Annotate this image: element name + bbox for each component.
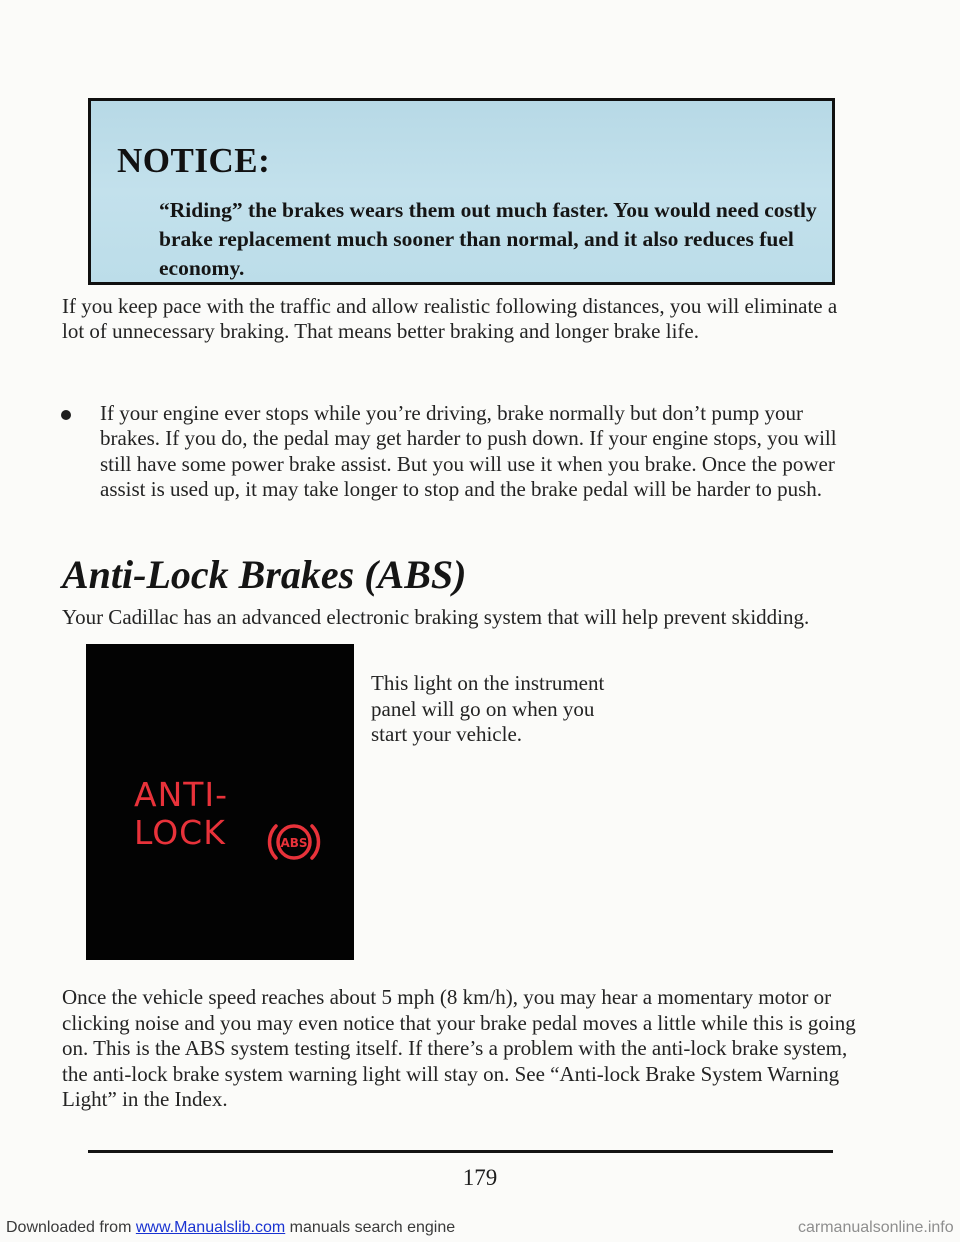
warning-light-line1: ANTI- — [134, 775, 229, 814]
warning-light-line2: LOCK — [134, 813, 226, 852]
footer-prefix: Downloaded from — [6, 1219, 136, 1236]
abs-icon-label: ABS — [280, 836, 308, 850]
paragraph-following-distance: If you keep pace with the traffic and allow realistic following distances, you will eliminate a lot of unnecessary braking. That means better braking and longer brake life. — [62, 294, 838, 343]
bullet-icon — [61, 410, 71, 420]
bullet-engine-stops: If your engine ever stops while you’re driving, brake normally but don’t pump your brakes. If you do, the pedal may get harder to push down. If your engine stops, you will still have some power brake assist. But you will use it when you brake. Once the power assist is used up, it may take longer to stop and the brake pedal will be harder to push. — [100, 401, 837, 501]
download-footer — [6, 1219, 954, 1237]
notice-title: NOTICE: — [117, 141, 271, 180]
page-number: 179 — [462, 1165, 498, 1190]
footer-suffix: manuals search engine — [285, 1219, 456, 1236]
manualslib-link[interactable]: www.Manualslib.com — [135, 1219, 286, 1236]
notice-text: “Riding” the brakes wears them out much faster. You would need costly brake replacement much sooner than normal, and it also reduces fuel economy. — [159, 198, 817, 280]
paragraph-abs-testing: Once the vehicle speed reaches about 5 mph (8 km/h), you may hear a momentary motor or clicking noise and you may even notice that your brake pedal moves a little while this is going on. This is the ABS system testing itself. If there’s a problem with the anti-lock brake system, the anti-lock brake system warning light will stay on. See “Anti-lock Brake System Warning Light” in the Index. — [62, 985, 856, 1111]
abs-warning-icon — [266, 817, 322, 867]
warning-light-text — [134, 776, 228, 852]
watermark-brand: carmanualsonline.info — [798, 1219, 954, 1236]
light-caption: This light on the instrument panel will go on when you start your vehicle. — [371, 671, 605, 746]
footer-divider — [88, 1150, 833, 1153]
notice-box — [88, 98, 835, 285]
section-heading: Anti-Lock Brakes (ABS) — [62, 552, 467, 597]
section-intro: Your Cadillac has an advanced electronic braking system that will help prevent skidding. — [62, 605, 810, 629]
anti-lock-warning-light-image — [86, 644, 354, 960]
